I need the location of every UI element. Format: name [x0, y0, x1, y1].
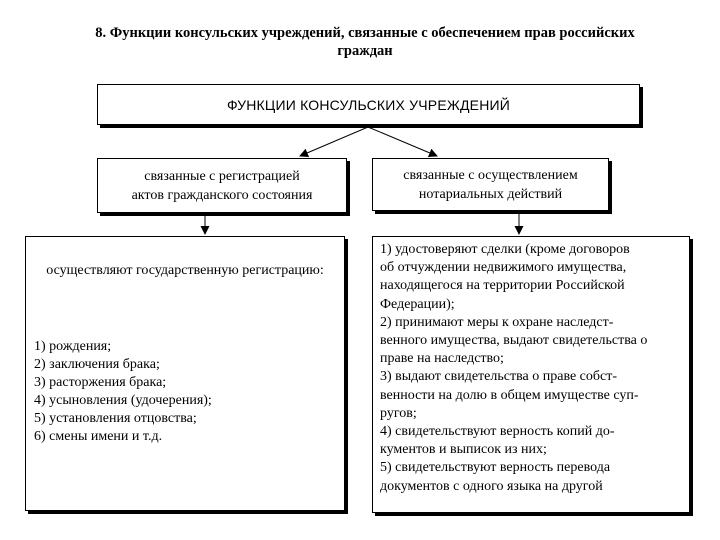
title-line-2: граждан	[337, 43, 393, 59]
notarial-details-box	[372, 236, 690, 513]
notarial-text-line: Федерации);	[380, 296, 455, 312]
root-box	[97, 84, 640, 125]
notarial-line-1: связанные с осуществлением	[403, 167, 578, 183]
list-item: 3) расторжения брака;	[34, 375, 167, 390]
arrow-root-to-left	[300, 127, 368, 156]
notarial-text-line: находящегося на территории Российской	[380, 278, 625, 294]
civil-registration-box	[97, 158, 347, 213]
root-label: ФУНКЦИИ КОНСУЛЬСКИХ УЧРЕЖДЕНИЙ	[226, 96, 511, 113]
list-item: 1) рождения;	[34, 339, 112, 354]
registration-details-box	[25, 236, 345, 511]
civil-registration-line-2: актов гражданского состояния	[131, 187, 313, 203]
list-item: 2) заключения брака;	[34, 357, 160, 372]
arrow-root-to-right	[368, 127, 437, 156]
notarial-text-line: венного имущества, выдают свидетельства о	[380, 333, 648, 349]
registration-list	[34, 338, 212, 446]
registration-intro: осуществляют государственную регистрацию:	[46, 263, 324, 278]
notarial-text-line: венности на долю в общем имуществе суп-	[380, 387, 639, 403]
notarial-text-line: 4) свидетельствуют верность копий до-	[380, 424, 615, 440]
notarial-line-2: нотариальных действий	[418, 186, 563, 202]
notarial-box	[372, 158, 609, 211]
civil-registration-line-1: связанные с регистрацией	[144, 168, 300, 184]
notarial-text-line: документов с одного языка на другой	[380, 478, 603, 494]
list-item: 4) усыновления (удочерения);	[34, 393, 212, 408]
notarial-text-line: 1) удостоверяют сделки (кроме договоров	[380, 242, 630, 257]
notarial-text-line: кументов и выписок из них;	[380, 442, 547, 458]
notarial-text-line: праве на наследство;	[380, 351, 504, 367]
notarial-text-line: об отчуждении недвижимого имущества,	[380, 260, 627, 276]
notarial-text-line: ругов;	[380, 405, 417, 421]
notarial-text-line: 5) свидетельствуют верность перевода	[380, 460, 611, 476]
title-line-1: 8. Функции консульских учреждений, связанные с обеспечением прав российских	[95, 25, 635, 41]
notarial-text-line: 3) выдают свидетельства о праве собст-	[380, 369, 618, 385]
notarial-text-line: 2) принимают меры к охране наследст-	[380, 314, 614, 330]
list-item: 5) установления отцовства;	[34, 411, 197, 426]
list-item: 6) смены имени и т.д.	[34, 429, 163, 444]
